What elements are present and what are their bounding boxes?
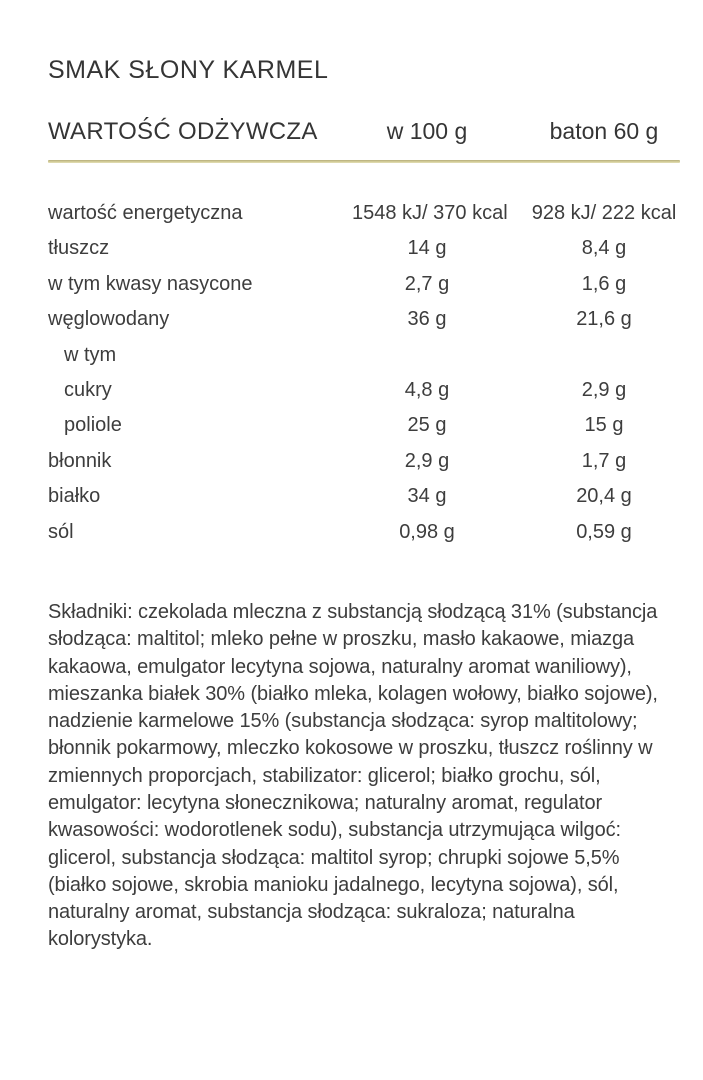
- table-row: [48, 338, 680, 373]
- row-value-per100: 2,9 g: [404, 449, 450, 472]
- nutrition-header-label: WARTOŚĆ ODŻYWCZA: [48, 118, 318, 145]
- row-value-bar: 15 g: [584, 414, 624, 437]
- table-row: [48, 444, 680, 479]
- table-row: [48, 373, 680, 408]
- row-value-per100: 1548 kJ/ 370 kcal: [352, 202, 508, 224]
- row-value-per100: 4,8 g: [404, 378, 450, 401]
- table-row: [48, 408, 680, 443]
- nutrition-table: [48, 196, 680, 550]
- table-row: [48, 302, 680, 337]
- row-label: białko: [48, 485, 101, 508]
- row-value-per100: [352, 338, 502, 373]
- row-value-bar: 1,6 g: [581, 272, 627, 295]
- row-label: wartość energetyczna: [48, 202, 243, 224]
- row-label: w tym kwasy nasycone: [48, 272, 253, 295]
- row-value-per100: 34 g: [407, 485, 447, 508]
- row-value-bar: 20,4 g: [576, 485, 632, 508]
- row-value-bar: 21,6 g: [576, 308, 632, 331]
- table-row: [48, 196, 680, 231]
- table-row: [48, 267, 680, 302]
- row-label: w tym: [64, 343, 117, 366]
- label-sheet: [0, 56, 703, 954]
- row-value-bar: 928 kJ/ 222 kcal: [531, 202, 677, 224]
- row-label: węglowodany: [48, 308, 170, 331]
- row-value-bar: 8,4 g: [581, 237, 627, 260]
- row-value-bar: 0,59 g: [576, 520, 632, 543]
- col-header-per-100g: w 100 g: [386, 118, 468, 144]
- row-value-per100: 14 g: [407, 237, 447, 260]
- table-row: [48, 479, 680, 514]
- table-row: [48, 231, 680, 266]
- row-label: poliole: [64, 414, 122, 437]
- ingredients-paragraph: Składniki: czekolada mleczna z substancją słodzącą 31% (substancja słodząca: maltitol; mleko pełne w proszku, masło kakaowe, miazga kakaowa, emulgator lecytyna sojowa, naturalny aromat waniliowy), mieszanka białek 30% (białko mleka, kolagen wołowy, białko sojowe), nadzienie karmelowe 15% (substancja słodząca: syrop maltitolowy; błonnik pokarmowy, mleczko kokosowe w proszku, tłuszcz roślinny w zmiennych proporcjach, stabilizator: glicerol; białko grochu, sól, emulgator: lecytyna słonecznikowa; naturalny aromat, regulator kwasowości: wodorotlenek sodu), substancja utrzymująca wilgoć: glicerol, substancja słodząca: maltitol syrop; chrupki sojowe 5,5% (białko sojowe, skrobia manioku jadalnego, lecytyna sojowa), sól, naturalny aromat, substancja słodząca: sukraloza; naturalna kolorystyka.: [48, 600, 658, 951]
- row-value-per100: 0,98 g: [399, 520, 455, 543]
- row-value-per100: 36 g: [407, 308, 447, 331]
- row-value-per100: 25 g: [407, 414, 447, 437]
- row-label: cukry: [64, 378, 112, 401]
- row-label: sól: [48, 520, 74, 543]
- row-label: tłuszcz: [48, 237, 110, 260]
- accent-divider: [48, 160, 680, 163]
- table-row: [48, 515, 680, 550]
- col-header-per-bar: baton 60 g: [549, 118, 659, 144]
- row-value-bar: [529, 338, 679, 373]
- row-value-bar: 2,9 g: [581, 378, 627, 401]
- nutrition-header-row: [48, 118, 680, 160]
- row-value-bar: 1,7 g: [581, 449, 627, 472]
- row-label: błonnik: [48, 449, 112, 472]
- row-value-per100: 2,7 g: [404, 272, 450, 295]
- page-title: SMAK SŁONY KARMEL: [48, 56, 329, 84]
